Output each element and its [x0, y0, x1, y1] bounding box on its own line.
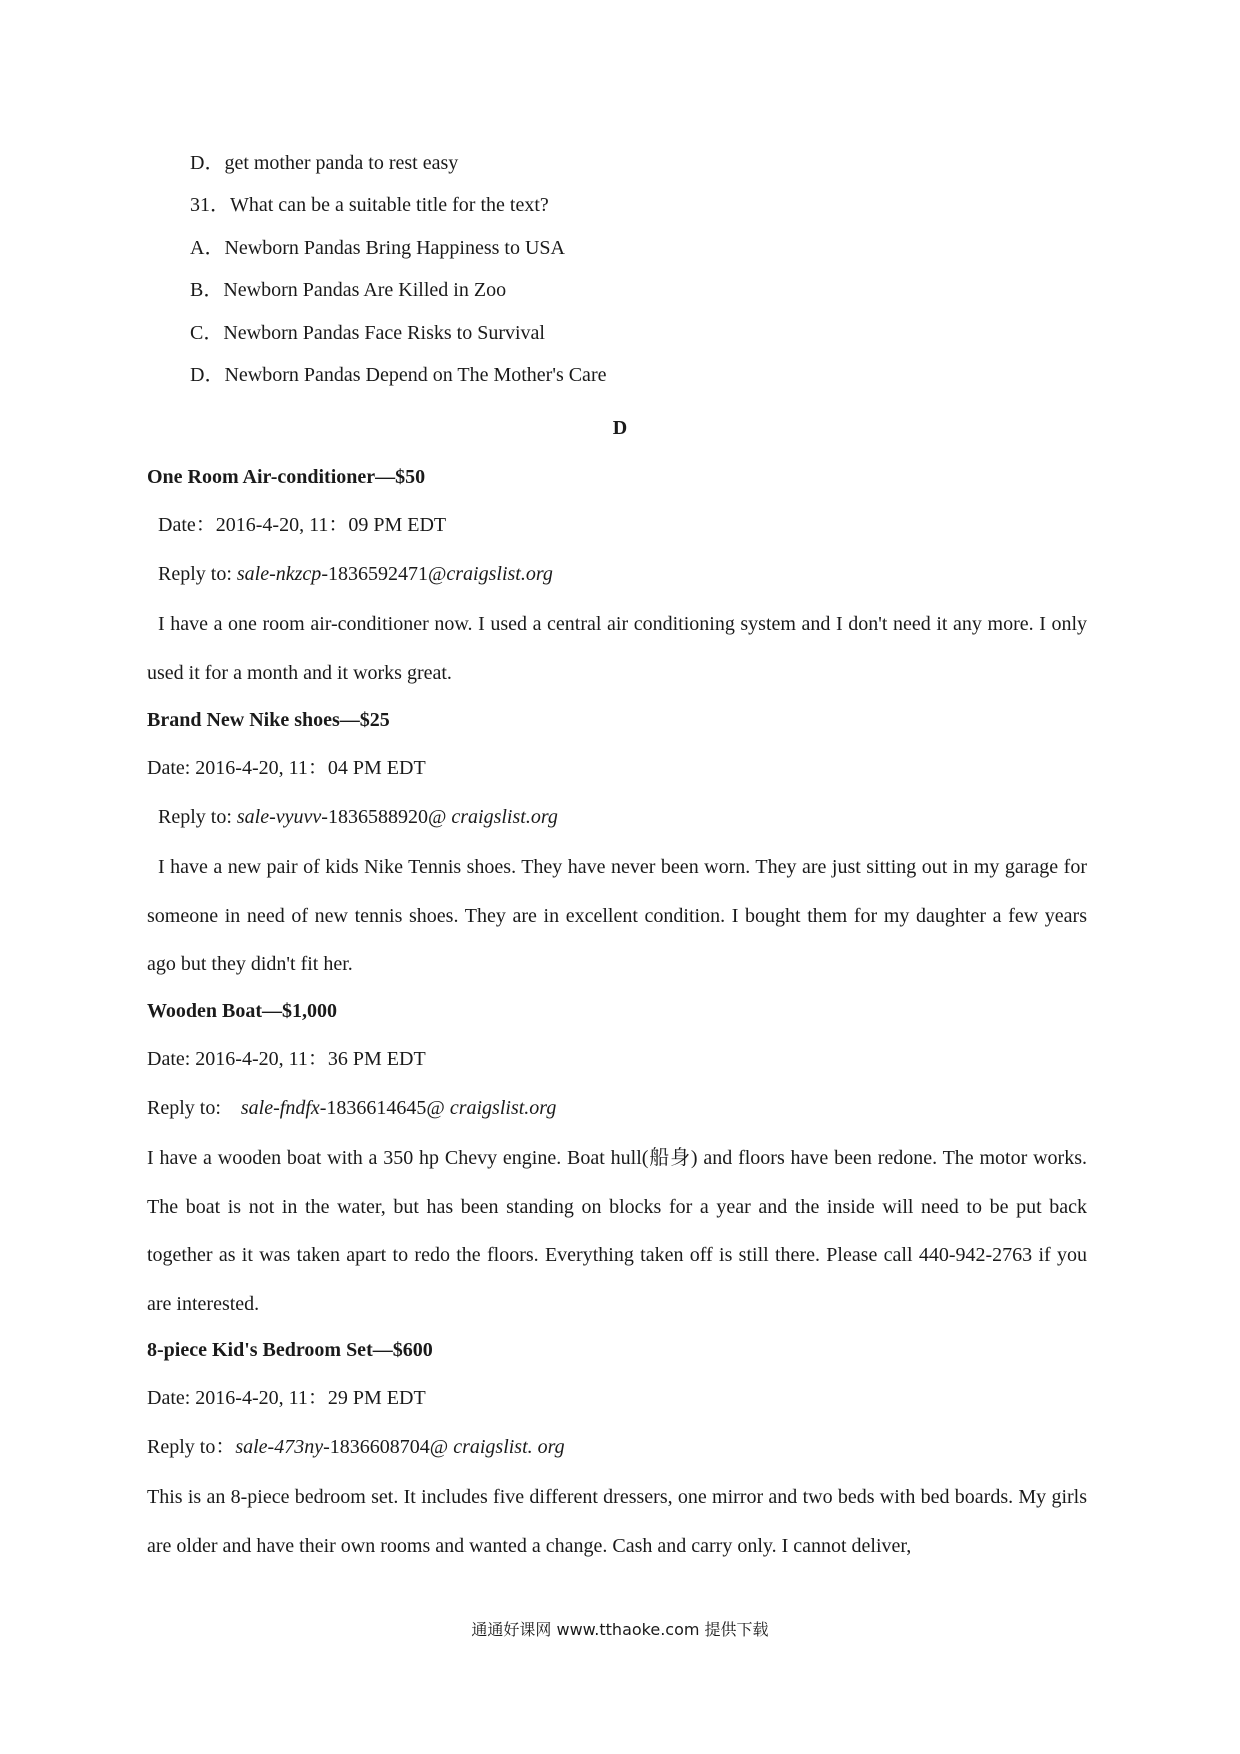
- ad-body: I have a one room air-conditioner now. I used a central air conditioning system and I don't need it any more. I only used it for a month and it works great.: [147, 613, 1087, 684]
- option-d: D．Newborn Pandas Depend on The Mother's Care: [190, 364, 607, 386]
- reply-prefix: Reply to:: [158, 806, 237, 828]
- reply-user: sale-473ny: [235, 1436, 324, 1458]
- reply-domain[interactable]: craigslist.org: [449, 1097, 557, 1119]
- ad-reply: [147, 1098, 556, 1118]
- reply-prefix: Reply to:: [147, 1097, 241, 1119]
- ad-date: Date: 2016-4-20, 11：36 PM EDT: [147, 1048, 426, 1070]
- option-d-previous: D．get mother panda to rest easy: [190, 152, 459, 174]
- ad-reply: [147, 1437, 565, 1457]
- reply-user: sale-vyuvv: [236, 806, 322, 828]
- ad-reply: [158, 564, 553, 584]
- reply-domain[interactable]: craigslist.org: [451, 806, 558, 828]
- ad-title: Wooden Boat—$1,000: [147, 1000, 338, 1022]
- ad-date: Date: 2016-4-20, 11：04 PM EDT: [147, 757, 426, 779]
- reply-number: -1836592471@: [321, 563, 447, 585]
- question-31: 31．What can be a suitable title for the text?: [190, 194, 549, 216]
- ad-body: I have a new pair of kids Nike Tennis shoes. They have never been worn. They are just sitting out in my garage for someone in need of new tennis shoes. They are in excellent condition. I bought them for my daughter a few years ago but they didn't fit her.: [147, 856, 1087, 975]
- option-c: C．Newborn Pandas Face Risks to Survival: [190, 322, 545, 344]
- reply-domain[interactable]: craigslist. org: [453, 1436, 565, 1458]
- ad-reply: [158, 807, 558, 827]
- reply-prefix: Reply to：: [147, 1436, 236, 1458]
- ad-body: I have a wooden boat with a 350 hp Chevy engine. Boat hull(船身) and floors have been redone. The motor works. The boat is not in the water, but has been standing on blocks for a year and the inside will need to be put back together as it was taken apart to redo the floors. Everything taken off is still there. Please call 440-942-2763 if you are interested.: [147, 1147, 1087, 1315]
- section-label: D: [612, 417, 628, 439]
- reply-number: -1836614645@: [319, 1097, 450, 1119]
- ad-title: One Room Air-conditioner—$50: [147, 466, 426, 488]
- ad-date: Date: 2016-4-20, 11：29 PM EDT: [147, 1387, 426, 1409]
- reply-domain[interactable]: craigslist.org: [446, 563, 553, 585]
- option-a: A．Newborn Pandas Bring Happiness to USA: [190, 237, 565, 259]
- ad-body: This is an 8-piece bedroom set. It includes five different dressers, one mirror and two beds with bed boards. My girls are older and have their own rooms and wanted a change. Cash and carry only. I cannot deliver,: [147, 1486, 1087, 1557]
- page-footer: 通通好课网 www.tthaoke.com 提供下载: [471, 1620, 769, 1639]
- reply-user: sale-fndfx: [240, 1097, 320, 1119]
- ad-title: 8-piece Kid's Bedroom Set—$600: [147, 1339, 433, 1361]
- reply-number: -1836608704@: [323, 1436, 454, 1458]
- option-b: B．Newborn Pandas Are Killed in Zoo: [190, 279, 507, 301]
- ad-title: Brand New Nike shoes—$25: [147, 709, 390, 731]
- reply-user: sale-nkzcp: [236, 563, 322, 585]
- reply-number: -1836588920@: [321, 806, 452, 828]
- ad-date: Date：2016-4-20, 11：09 PM EDT: [158, 514, 447, 536]
- reply-prefix: Reply to:: [158, 563, 237, 585]
